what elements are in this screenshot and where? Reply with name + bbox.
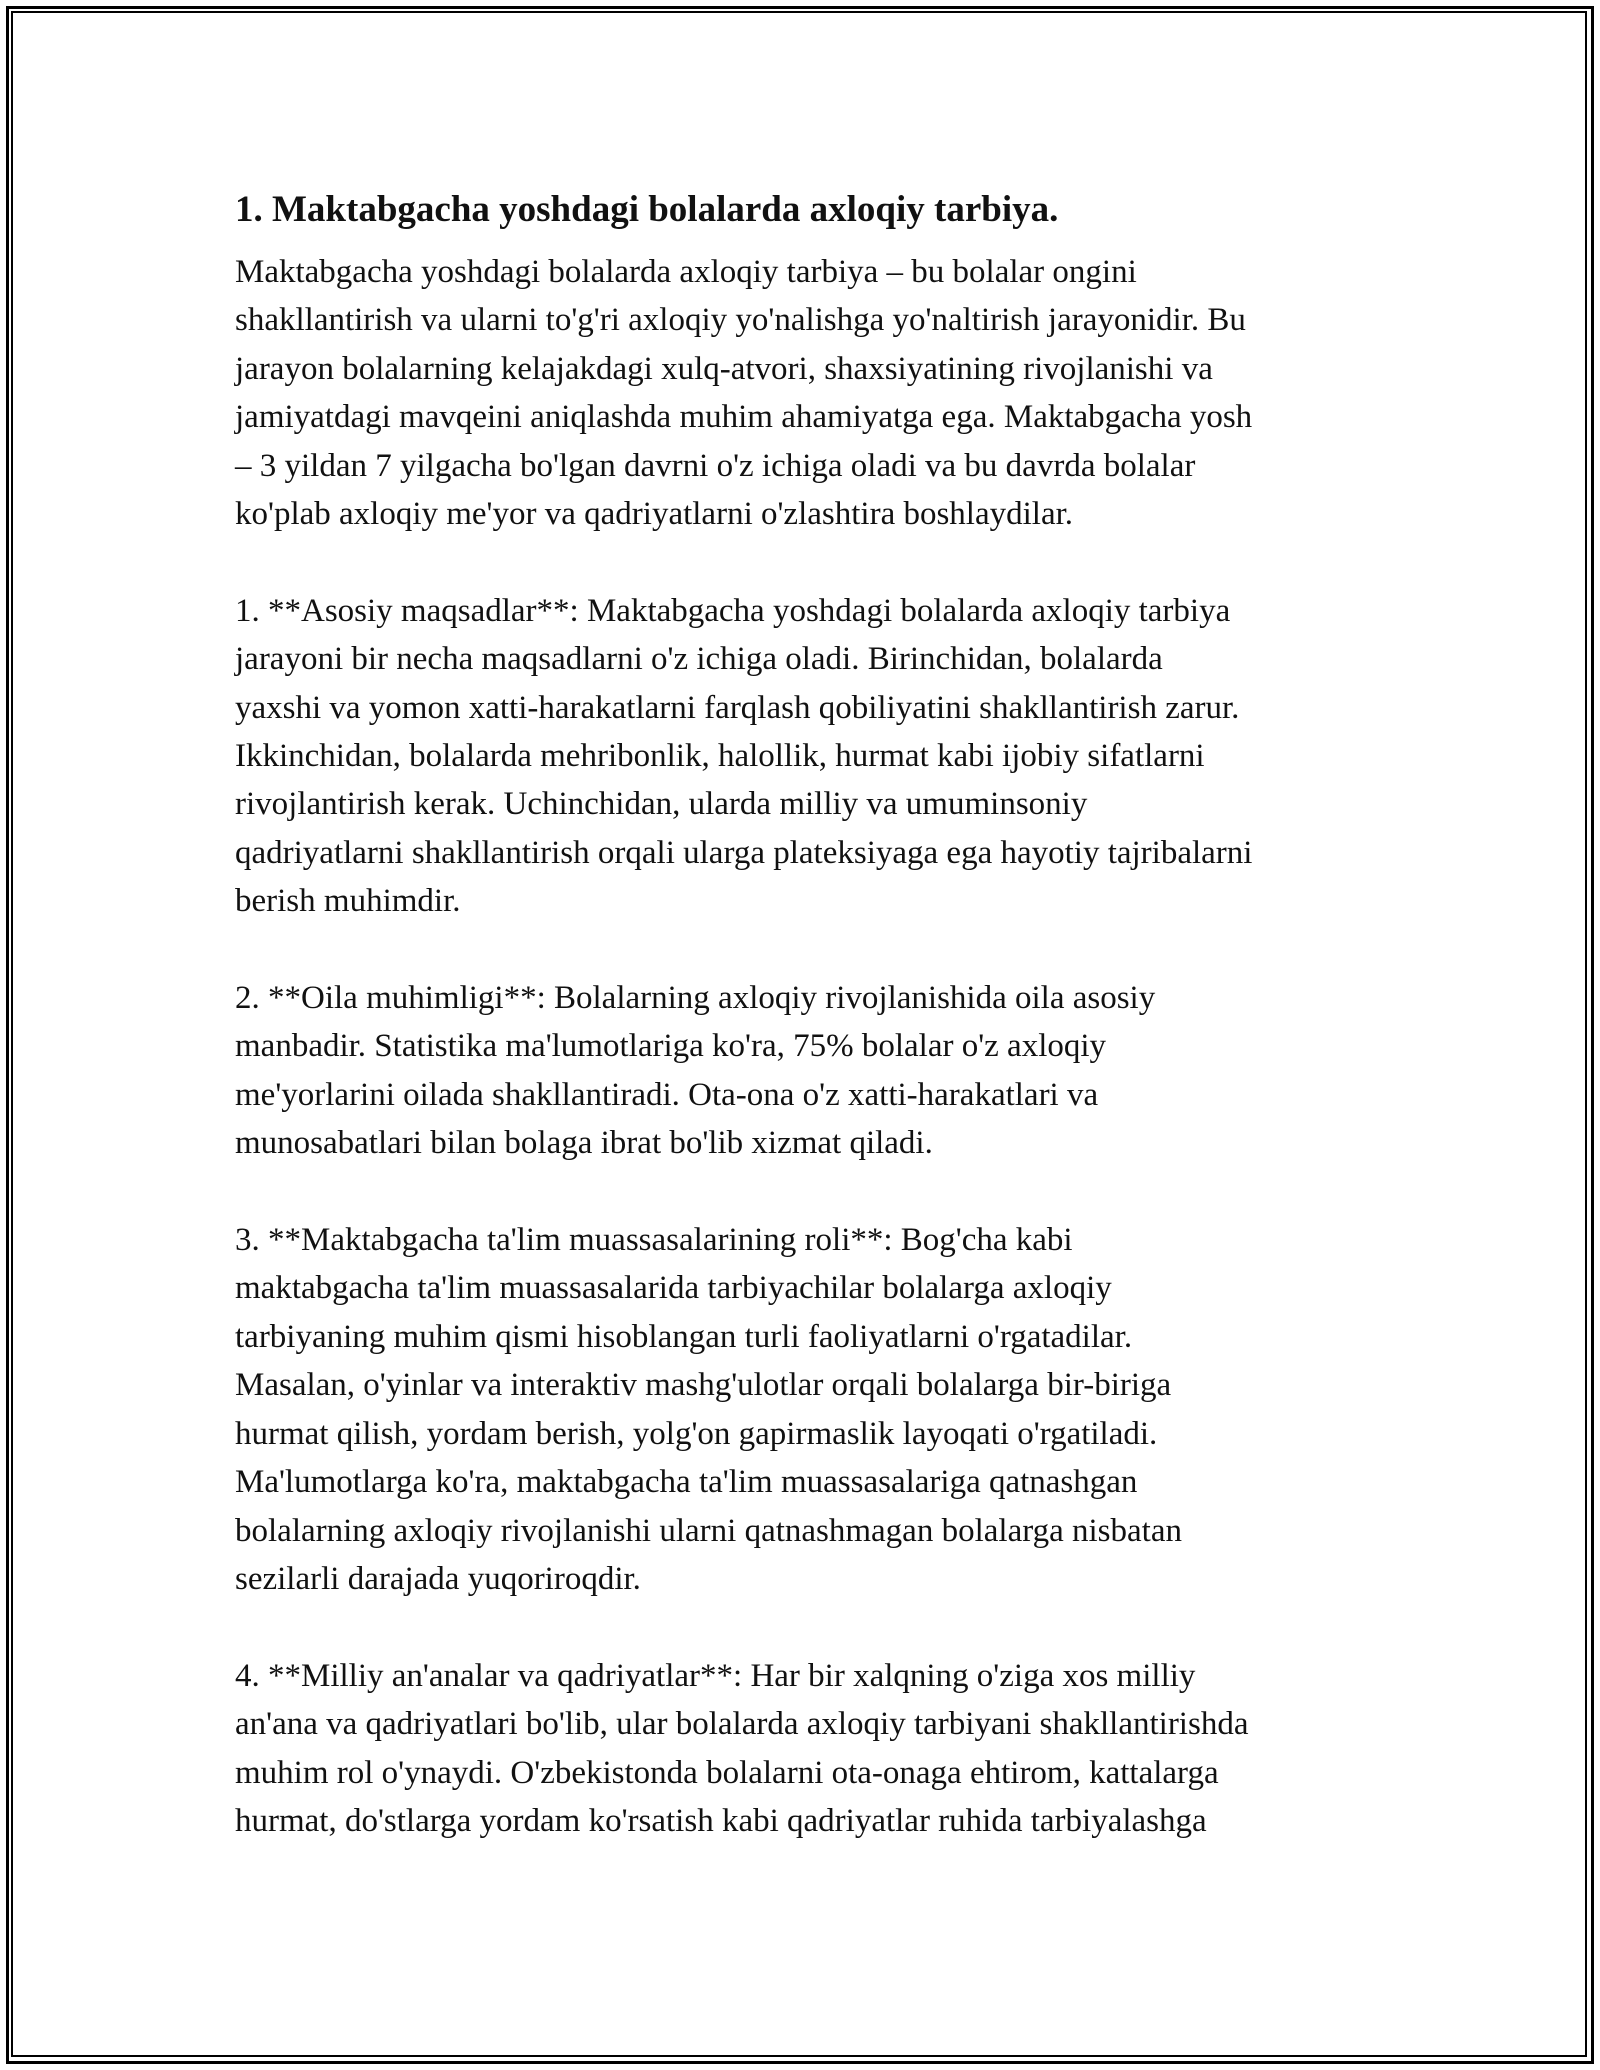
text-line: muhim rol o'ynaydi. O'zbekistonda bolalarni ota-onaga ehtirom, kattalarga (235, 1754, 1219, 1791)
paragraph-family-importance (235, 974, 1375, 1168)
text-line: shakllantirish va ularni to'g'ri axloqiy yo'nalishga yo'naltirish jarayonidir. Bu (235, 302, 1246, 339)
paragraph-national-traditions (235, 1652, 1375, 1846)
text-line: jamiyatdagi mavqeini aniqlashda muhim ahamiyatga ega. Maktabgacha yosh (235, 399, 1253, 436)
text-line: Ma'lumotlarga ko'ra, maktabgacha ta'lim muassasalariga qatnashgan (235, 1464, 1138, 1501)
text-line: qadriyatlarni shakllantirish orqali ularga plateksiyaga ega hayotiy tajribalarni (235, 834, 1253, 871)
document-body (235, 186, 1375, 1894)
text-line: tarbiyaning muhim qismi hisoblangan turli faoliyatlarni o'rgatadilar. (235, 1318, 1133, 1355)
text-line: an'ana va qadriyatlari bo'lib, ular bolalarda axloqiy tarbiyani shakllantirishda (235, 1706, 1249, 1743)
text-line: manbadir. Statistika ma'lumotlariga ko'ra, 75% bolalar o'z axloqiy (235, 1028, 1107, 1065)
text-line: 3. **Maktabgacha ta'lim muassasalarining roli**: Bog'cha kabi (235, 1222, 1073, 1259)
text-line: hurmat qilish, yordam berish, yolg'on gapirmaslik layoqati o'rgatiladi. (235, 1415, 1158, 1452)
text-line: 2. **Oila muhimligi**: Bolalarning axloqiy rivojlanishida oila asosiy (235, 980, 1156, 1017)
text-line: – 3 yildan 7 yilgacha bo'lgan davrni o'z ichiga oladi va bu davrda bolalar (235, 447, 1196, 484)
text-line: me'yorlarini oilada shakllantiradi. Ota-ona o'z xatti-harakatlari va (235, 1076, 1099, 1113)
text-line: Ikkinchidan, bolalarda mehribonlik, halollik, hurmat kabi ijobiy sifatlarni (235, 738, 1205, 775)
text-line: munosabatlari bilan bolaga ibrat bo'lib xizmat qiladi. (235, 1125, 933, 1162)
text-line: berish muhimdir. (235, 883, 461, 920)
paragraph-preschool-role (235, 1216, 1375, 1603)
text-line: 1. **Asosiy maqsadlar**: Maktabgacha yoshdagi bolalarda axloqiy tarbiya (235, 592, 1231, 629)
text-line: 4. **Milliy an'analar va qadriyatlar**: Har bir xalqning o'ziga xos milliy (235, 1657, 1196, 1694)
text-line: bolalarning axloqiy rivojlanishi ularni qatnashmagan bolalarga nisbatan (235, 1512, 1182, 1549)
text-line: sezilarli darajada yuqoriroqdir. (235, 1560, 641, 1597)
text-line: hurmat, do'stlarga yordam ko'rsatish kabi qadriyatlar ruhida tarbiyalashga (235, 1802, 1207, 1839)
text-line: Maktabgacha yoshdagi bolalarda axloqiy tarbiya – bu bolalar ongini (235, 254, 1137, 290)
text-line: jarayon bolalarning kelajakdagi xulq-atvori, shaxsiyatining rivojlanishi va (235, 350, 1213, 387)
text-line: Masalan, o'yinlar va interaktiv mashg'ulotlar orqali bolalarga bir-biriga (235, 1367, 1172, 1404)
text-line: jarayoni bir necha maqsadlarni o'z ichiga oladi. Birinchidan, bolalarda (235, 641, 1163, 678)
text-line: ko'plab axloqiy me'yor va qadriyatlarni o'zlashtira boshlaydilar. (235, 496, 1074, 533)
paragraph-intro (235, 248, 1375, 538)
text-line: rivojlantirish kerak. Uchinchidan, ularda milliy va umuminsoniy (235, 786, 1088, 823)
paragraph-main-goals (235, 587, 1375, 926)
text-line: yaxshi va yomon xatti-harakatlarni farqlash qobiliyatini shakllantirish zarur. (235, 689, 1240, 726)
text-line: maktabgacha ta'lim muassasalarida tarbiyachilar bolalarga axloqiy (235, 1270, 1112, 1307)
document-title: 1. Maktabgacha yoshdagi bolalarda axloqiy tarbiya. (235, 189, 1059, 230)
